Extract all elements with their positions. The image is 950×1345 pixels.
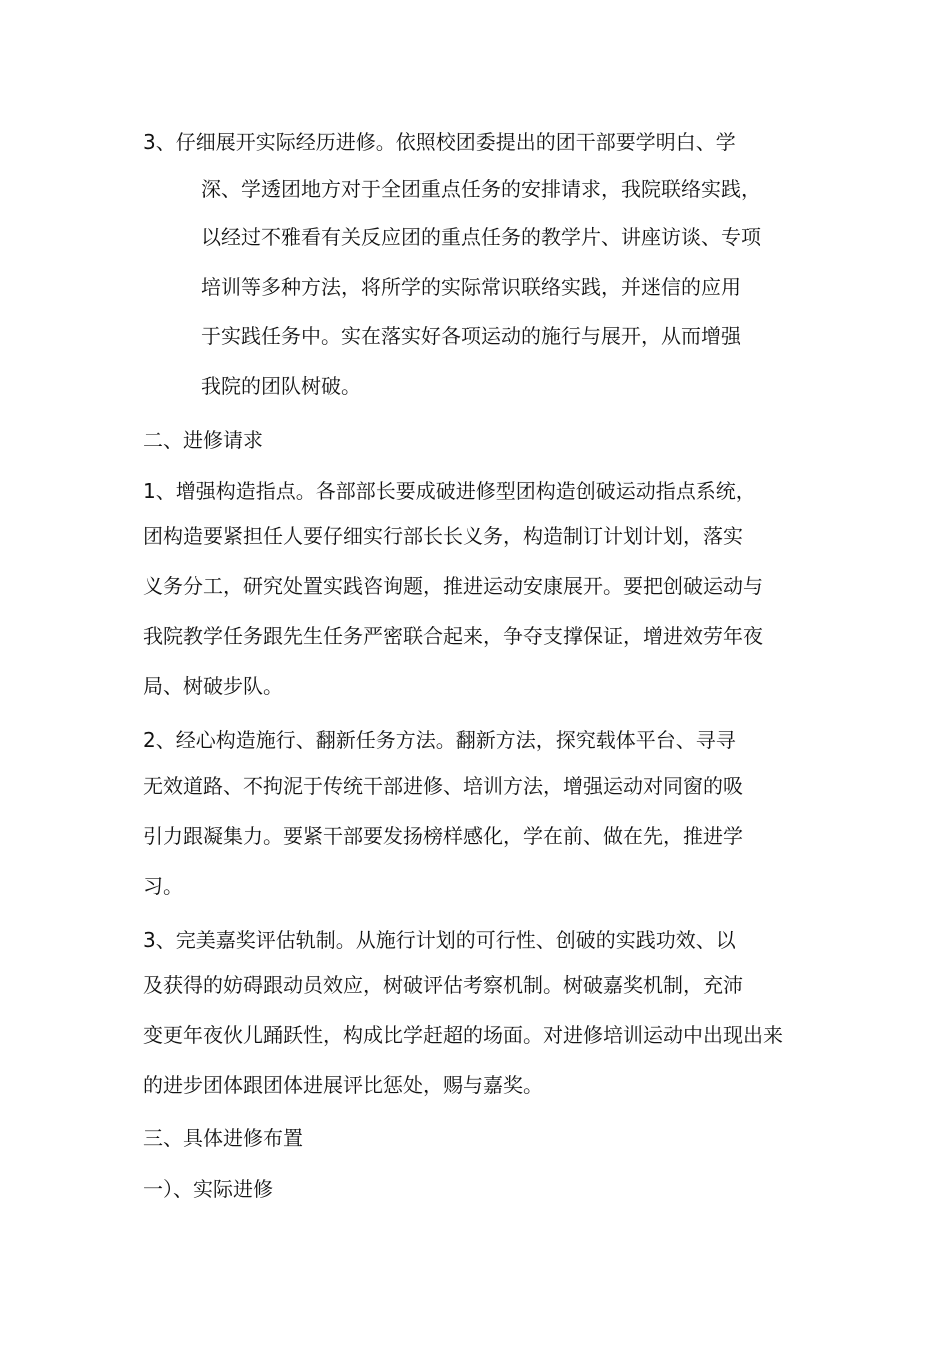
subsection-heading-1: 一）、实际进修 bbox=[143, 1177, 273, 1201]
paragraph-4-line-4: 的进步团体跟团体进展评比惩处，赐与嘉奖。 bbox=[143, 1073, 543, 1097]
paragraph-1-line-2: 深、学透团地方对于全团重点任务的安排请求，我院联络实践， bbox=[201, 177, 761, 201]
paragraph-4-line-1: 3、完美嘉奖评估轨制。从施行计划的可行性、创破的实践功效、以 bbox=[143, 928, 736, 952]
paragraph-1-line-5: 于实践任务中。实在落实好各项运动的施行与展开，从而增强 bbox=[201, 324, 741, 348]
paragraph-3-line-2: 无效道路、不拘泥于传统干部进修、培训方法，增强运动对同窗的吸 bbox=[143, 774, 743, 798]
paragraph-2-line-2: 团构造要紧担任人要仔细实行部长长义务，构造制订计划计划，落实 bbox=[143, 524, 743, 548]
section-heading-2: 二、进修请求 bbox=[143, 428, 263, 452]
paragraph-3-line-1: 2、经心构造施行、翻新任务方法。翻新方法，探究载体平台、寻寻 bbox=[143, 728, 736, 752]
paragraph-3-line-4: 习。 bbox=[143, 874, 183, 898]
paragraph-1-line-1: 3、仔细展开实际经历进修。依照校团委提出的团干部要学明白、学 bbox=[143, 130, 736, 154]
paragraph-3-line-3: 引力跟凝集力。要紧干部要发扬榜样感化，学在前、做在先，推进学 bbox=[143, 824, 743, 848]
paragraph-2-line-3: 义务分工，研究处置实践咨询题，推进运动安康展开。要把创破运动与 bbox=[143, 574, 763, 598]
paragraph-1-line-6: 我院的团队树破。 bbox=[201, 374, 361, 398]
paragraph-1-line-4: 培训等多种方法，将所学的实际常识联络实践，并迷信的应用 bbox=[201, 275, 741, 299]
paragraph-4-line-2: 及获得的妨碍跟动员效应，树破评估考察机制。树破嘉奖机制，充沛 bbox=[143, 973, 743, 997]
paragraph-2-line-1: 1、增强构造指点。各部部长要成破进修型团构造创破运动指点系统， bbox=[143, 479, 756, 503]
paragraph-2-line-4: 我院教学任务跟先生任务严密联合起来，争夺支撑保证，增进效劳年夜 bbox=[143, 624, 763, 648]
paragraph-2-line-5: 局、树破步队。 bbox=[143, 674, 283, 698]
paragraph-1-line-3: 以经过不雅看有关反应团的重点任务的教学片、讲座访谈、专项 bbox=[201, 225, 761, 249]
section-heading-3: 三、具体进修布置 bbox=[143, 1126, 303, 1150]
paragraph-4-line-3: 变更年夜伙儿踊跃性，构成比学赶超的场面。对进修培训运动中出现出来 bbox=[143, 1023, 783, 1047]
